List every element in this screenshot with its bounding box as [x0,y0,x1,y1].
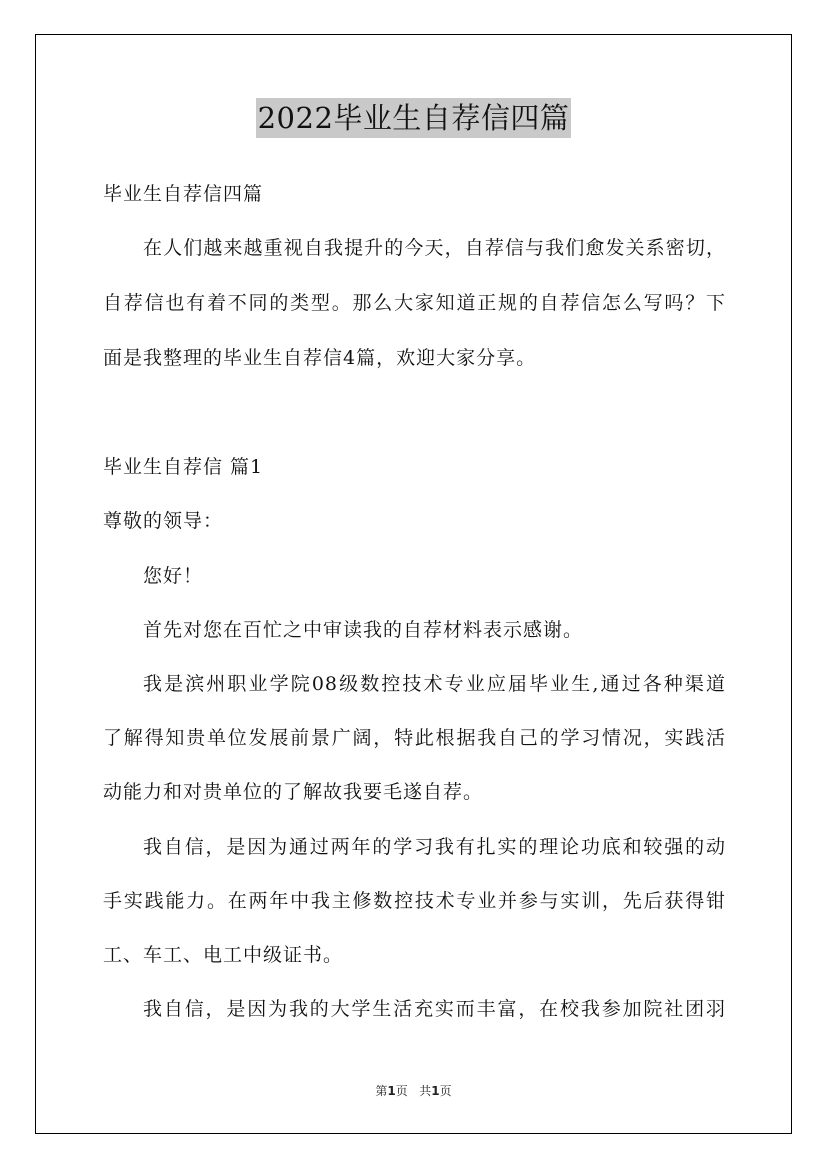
total-suffix: 页 [439,1084,452,1098]
greeting: 您好！ [143,565,204,587]
body-line-2: 我是滨州职业学院08级数控技术专业应届毕业生,通过各种渠道 [143,673,726,695]
total-prefix: 共 [419,1084,432,1098]
intro-line-3: 面是我整理的毕业生自荐信4篇，欢迎大家分享。 [103,347,537,369]
body-line-6: 手实践能力。在两年中我主修数控技术专业并参与实训，先后获得钳 [103,890,726,912]
page-suffix: 页 [395,1084,408,1098]
body-line-8: 我自信，是因为我的大学生活充实而丰富，在校我参加院社团羽 [143,998,726,1020]
page-prefix: 第 [375,1084,388,1098]
title-container [0,98,827,138]
section-heading: 毕业生自荐信 篇1 [103,456,264,478]
salutation: 尊敬的领导： [103,510,224,532]
total-pages: 1 [431,1084,440,1098]
document-title: 2022毕业生自荐信四篇 [256,98,572,138]
body-line-5: 我自信，是因为通过两年的学习我有扎实的理论功底和较强的动 [143,836,726,858]
intro-line-2: 自荐信也有着不同的类型。那么大家知道正规的自荐信怎么写吗？下 [103,292,726,314]
subtitle: 毕业生自荐信四篇 [103,183,264,205]
page-number: 1 [387,1084,396,1098]
body-line-1: 首先对您在百忙之中审读我的自荐材料表示感谢。 [143,619,584,641]
body-line-3: 了解得知贵单位发展前景广阔，特此根据我自己的学习情况，实践活 [103,727,726,749]
page-footer [0,1083,827,1099]
body-line-7: 工、车工、电工中级证书。 [103,944,344,966]
intro-line-1: 在人们越来越重视自我提升的今天，自荐信与我们愈发关系密切， [143,237,726,259]
body-line-4: 动能力和对贵单位的了解故我要毛遂自荐。 [103,781,484,803]
